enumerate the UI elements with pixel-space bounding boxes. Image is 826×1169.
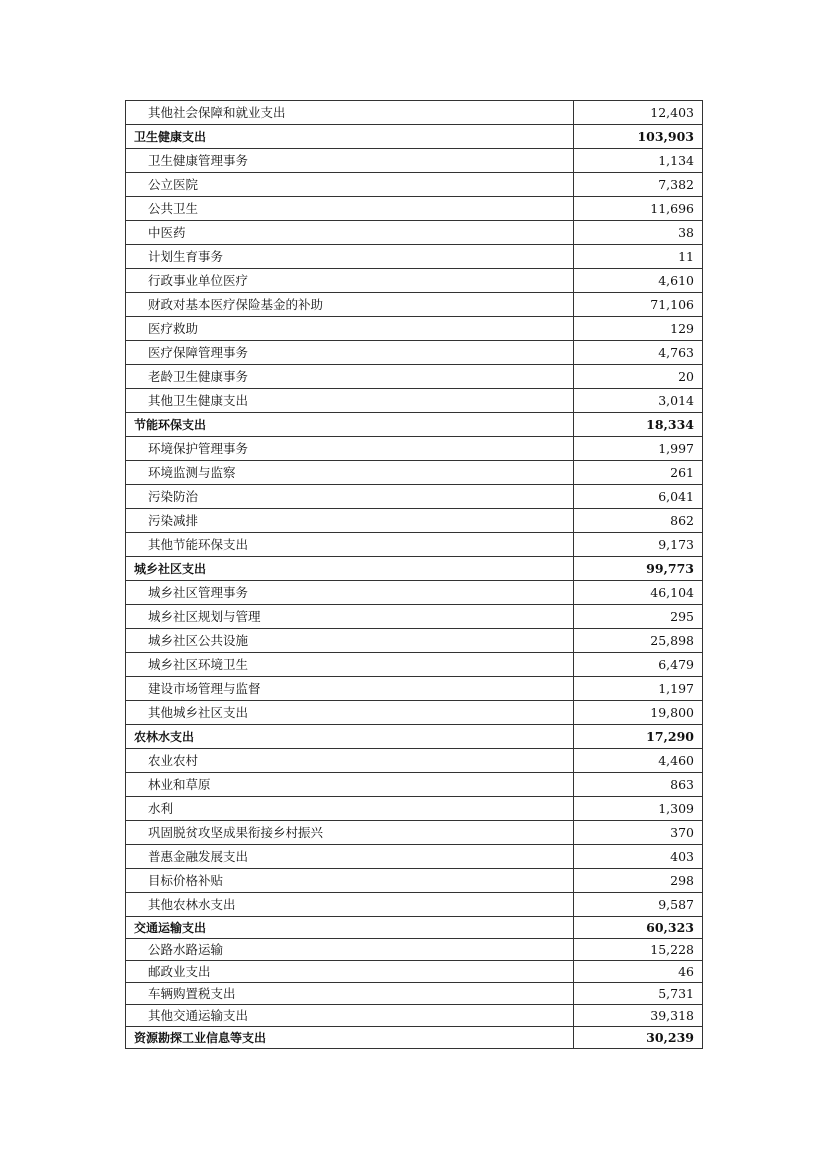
category-name: 卫生健康支出 <box>126 125 574 149</box>
table-row <box>126 773 703 797</box>
table-row <box>126 749 703 773</box>
table-row <box>126 677 703 701</box>
item-name: 目标价格补贴 <box>126 869 574 893</box>
item-amount: 1,309 <box>574 797 703 821</box>
item-name: 污染减排 <box>126 509 574 533</box>
item-amount: 1,197 <box>574 677 703 701</box>
category-amount: 30,239 <box>574 1027 703 1049</box>
item-amount: 39,318 <box>574 1005 703 1027</box>
category-name: 城乡社区支出 <box>126 557 574 581</box>
table-row <box>126 869 703 893</box>
item-amount: 295 <box>574 605 703 629</box>
item-amount: 370 <box>574 821 703 845</box>
item-amount: 3,014 <box>574 389 703 413</box>
item-amount: 1,997 <box>574 437 703 461</box>
category-row <box>126 725 703 749</box>
table-row <box>126 173 703 197</box>
item-name: 公共卫生 <box>126 197 574 221</box>
item-name: 普惠金融发展支出 <box>126 845 574 869</box>
table-row <box>126 605 703 629</box>
item-name: 财政对基本医疗保险基金的补助 <box>126 293 574 317</box>
table-row <box>126 701 703 725</box>
category-row <box>126 557 703 581</box>
item-name: 车辆购置税支出 <box>126 983 574 1005</box>
category-amount: 17,290 <box>574 725 703 749</box>
budget-expenditure-table <box>125 100 703 1049</box>
item-amount: 38 <box>574 221 703 245</box>
table-row <box>126 389 703 413</box>
category-amount: 60,323 <box>574 917 703 939</box>
category-name: 资源勘探工业信息等支出 <box>126 1027 574 1049</box>
item-amount: 11 <box>574 245 703 269</box>
item-name: 行政事业单位医疗 <box>126 269 574 293</box>
category-name: 节能环保支出 <box>126 413 574 437</box>
table-row <box>126 221 703 245</box>
table-row <box>126 101 703 125</box>
item-amount: 46,104 <box>574 581 703 605</box>
item-amount: 20 <box>574 365 703 389</box>
item-amount: 261 <box>574 461 703 485</box>
category-amount: 99,773 <box>574 557 703 581</box>
item-amount: 9,587 <box>574 893 703 917</box>
item-name: 林业和草原 <box>126 773 574 797</box>
table-row <box>126 961 703 983</box>
table-row <box>126 1005 703 1027</box>
item-amount: 129 <box>574 317 703 341</box>
table-row <box>126 485 703 509</box>
category-name: 交通运输支出 <box>126 917 574 939</box>
category-amount: 18,334 <box>574 413 703 437</box>
table-row <box>126 341 703 365</box>
table-row <box>126 983 703 1005</box>
item-amount: 4,460 <box>574 749 703 773</box>
table-row <box>126 437 703 461</box>
item-name: 卫生健康管理事务 <box>126 149 574 173</box>
table-row <box>126 653 703 677</box>
table-row <box>126 629 703 653</box>
table-row <box>126 939 703 961</box>
item-amount: 12,403 <box>574 101 703 125</box>
table-row <box>126 149 703 173</box>
category-amount: 103,903 <box>574 125 703 149</box>
table-row <box>126 533 703 557</box>
item-name: 邮政业支出 <box>126 961 574 983</box>
table-row <box>126 509 703 533</box>
category-name: 农林水支出 <box>126 725 574 749</box>
item-name: 公立医院 <box>126 173 574 197</box>
item-name: 医疗保障管理事务 <box>126 341 574 365</box>
item-name: 巩固脱贫攻坚成果衔接乡村振兴 <box>126 821 574 845</box>
category-row <box>126 413 703 437</box>
table-row <box>126 845 703 869</box>
table-row <box>126 245 703 269</box>
item-name: 其他城乡社区支出 <box>126 701 574 725</box>
category-row <box>126 125 703 149</box>
item-name: 污染防治 <box>126 485 574 509</box>
item-name: 其他农林水支出 <box>126 893 574 917</box>
item-name: 农业农村 <box>126 749 574 773</box>
item-amount: 19,800 <box>574 701 703 725</box>
item-amount: 5,731 <box>574 983 703 1005</box>
item-name: 医疗救助 <box>126 317 574 341</box>
item-name: 城乡社区规划与管理 <box>126 605 574 629</box>
item-amount: 46 <box>574 961 703 983</box>
category-row <box>126 917 703 939</box>
item-name: 老龄卫生健康事务 <box>126 365 574 389</box>
table-row <box>126 365 703 389</box>
item-amount: 11,696 <box>574 197 703 221</box>
item-name: 环境监测与监察 <box>126 461 574 485</box>
item-amount: 298 <box>574 869 703 893</box>
item-amount: 4,610 <box>574 269 703 293</box>
item-name: 城乡社区环境卫生 <box>126 653 574 677</box>
item-amount: 4,763 <box>574 341 703 365</box>
table-row <box>126 317 703 341</box>
table-row <box>126 269 703 293</box>
item-name: 其他社会保障和就业支出 <box>126 101 574 125</box>
item-amount: 403 <box>574 845 703 869</box>
item-amount: 6,479 <box>574 653 703 677</box>
item-amount: 862 <box>574 509 703 533</box>
item-amount: 15,228 <box>574 939 703 961</box>
item-amount: 1,134 <box>574 149 703 173</box>
item-name: 中医药 <box>126 221 574 245</box>
item-amount: 25,898 <box>574 629 703 653</box>
table-row <box>126 797 703 821</box>
item-amount: 7,382 <box>574 173 703 197</box>
item-name: 环境保护管理事务 <box>126 437 574 461</box>
item-name: 计划生育事务 <box>126 245 574 269</box>
table-row <box>126 581 703 605</box>
item-name: 其他卫生健康支出 <box>126 389 574 413</box>
item-amount: 863 <box>574 773 703 797</box>
item-name: 城乡社区管理事务 <box>126 581 574 605</box>
item-name: 建设市场管理与监督 <box>126 677 574 701</box>
item-name: 水利 <box>126 797 574 821</box>
table-row <box>126 821 703 845</box>
table-body <box>126 101 703 1049</box>
item-name: 其他交通运输支出 <box>126 1005 574 1027</box>
item-name: 其他节能环保支出 <box>126 533 574 557</box>
table-row <box>126 293 703 317</box>
item-amount: 71,106 <box>574 293 703 317</box>
item-amount: 6,041 <box>574 485 703 509</box>
item-name: 公路水路运输 <box>126 939 574 961</box>
table-row <box>126 893 703 917</box>
table-row <box>126 197 703 221</box>
item-amount: 9,173 <box>574 533 703 557</box>
item-name: 城乡社区公共设施 <box>126 629 574 653</box>
category-row <box>126 1027 703 1049</box>
table-row <box>126 461 703 485</box>
